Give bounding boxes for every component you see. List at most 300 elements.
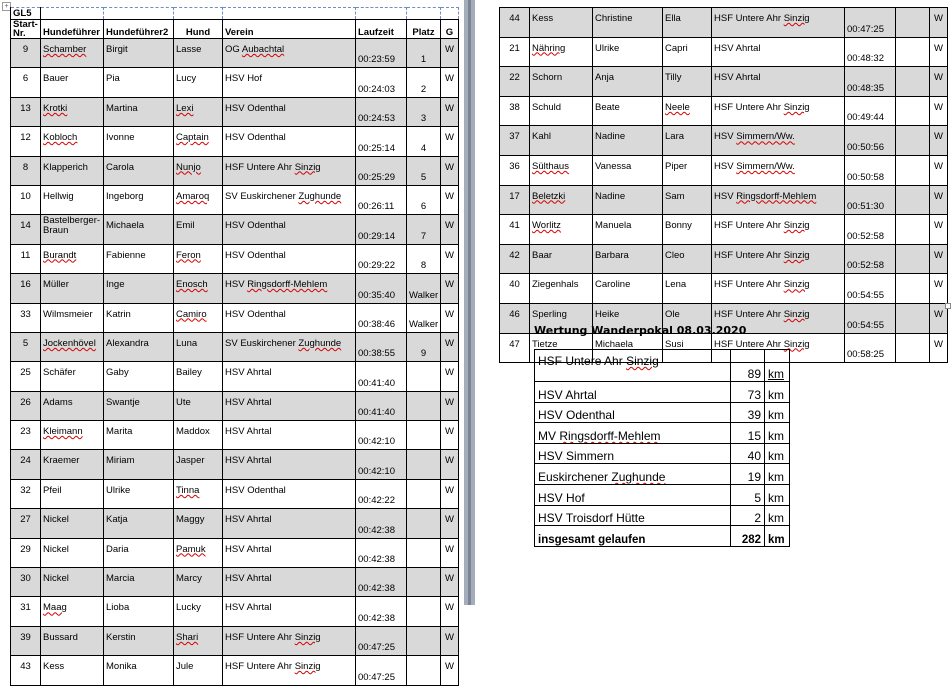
cell-fuehrer2: Marcia bbox=[104, 568, 174, 597]
cell-startnr: 14 bbox=[11, 215, 41, 244]
cell-startnr: 24 bbox=[11, 450, 41, 479]
cell-fuehrer: Sülthaus bbox=[530, 155, 593, 185]
table-row bbox=[11, 97, 459, 126]
cell-fuehrer2: Daria bbox=[104, 538, 174, 567]
pokal-km: 5 bbox=[731, 484, 765, 505]
header-fuehrer: Hundeführer bbox=[41, 20, 104, 39]
cell-g: W bbox=[441, 215, 459, 244]
cell-g: W bbox=[441, 39, 459, 68]
cell-fuehrer2: Swantje bbox=[104, 391, 174, 420]
cell-platz bbox=[896, 96, 930, 126]
cell-laufzeit: 00:49:44 bbox=[845, 96, 896, 126]
cell-laufzeit: 00:23:59 bbox=[356, 39, 407, 68]
cell-laufzeit: 00:54:55 bbox=[845, 303, 896, 333]
cell-platz: 4 bbox=[407, 127, 441, 156]
cell-laufzeit: 00:42:10 bbox=[356, 450, 407, 479]
pokal-row bbox=[535, 443, 790, 464]
cell-startnr: 22 bbox=[500, 67, 530, 97]
cell-hund: Sam bbox=[663, 185, 712, 215]
table-row bbox=[500, 274, 948, 304]
cell-startnr: 37 bbox=[500, 126, 530, 156]
cell-platz bbox=[896, 126, 930, 156]
cell-platz: 6 bbox=[407, 185, 441, 214]
cell-fuehrer: Kraemer bbox=[41, 450, 104, 479]
table-row bbox=[500, 8, 948, 38]
cell-startnr: 8 bbox=[11, 156, 41, 185]
pokal-unit: km bbox=[765, 350, 790, 382]
cell-verein: HSV Odenthal bbox=[223, 97, 356, 126]
cell-laufzeit: 00:42:38 bbox=[356, 538, 407, 567]
cell-fuehrer: Schamber bbox=[41, 39, 104, 68]
cell-startnr: 32 bbox=[11, 479, 41, 508]
table-row bbox=[11, 568, 459, 597]
cell-verein: HSV Ahrtal bbox=[223, 391, 356, 420]
header-fuehrer2: Hundeführer2 bbox=[104, 20, 174, 39]
pokal-km: 40 bbox=[731, 443, 765, 464]
table-row bbox=[11, 362, 459, 391]
cell-verein: HSV Simmern/Ww. bbox=[712, 155, 845, 185]
cell-startnr: 11 bbox=[11, 244, 41, 273]
cell-laufzeit: 00:47:25 bbox=[845, 8, 896, 38]
cell-g: W bbox=[441, 332, 459, 361]
pokal-club: MV Ringsdorff-Mehlem bbox=[535, 423, 731, 444]
cell-g: W bbox=[930, 155, 948, 185]
cell-fuehrer2: Ivonne bbox=[104, 127, 174, 156]
cell-hund: Neele bbox=[663, 96, 712, 126]
cell-g: W bbox=[930, 274, 948, 304]
cell-fuehrer: Schuld bbox=[530, 96, 593, 126]
cell-verein: HSF Untere Ahr Sinzig bbox=[712, 8, 845, 38]
cell-laufzeit: 00:26:11 bbox=[356, 185, 407, 214]
cell-laufzeit: 00:25:29 bbox=[356, 156, 407, 185]
cell-hund: Luna bbox=[174, 332, 223, 361]
pokal-table bbox=[534, 349, 790, 547]
cell-g: W bbox=[441, 538, 459, 567]
cell-laufzeit: 00:29:22 bbox=[356, 244, 407, 273]
cell-fuehrer: Ziegenhals bbox=[530, 274, 593, 304]
cell-fuehrer2: Anja bbox=[593, 67, 663, 97]
results-table-continued bbox=[499, 7, 948, 363]
cell-fuehrer2: Monika bbox=[104, 656, 174, 685]
pokal-km: 19 bbox=[731, 464, 765, 485]
cell-hund: Tilly bbox=[663, 67, 712, 97]
cell-platz bbox=[407, 626, 441, 655]
cell-fuehrer: Nähring bbox=[530, 37, 593, 67]
cell-platz bbox=[896, 274, 930, 304]
table-title: GL5 bbox=[11, 8, 41, 20]
cell-fuehrer: Kahl bbox=[530, 126, 593, 156]
cell-fuehrer: Adams bbox=[41, 391, 104, 420]
results-table bbox=[10, 7, 459, 686]
pokal-club: HSF Untere Ahr Sinzig bbox=[535, 350, 731, 382]
cell-verein: HSV Odenthal bbox=[223, 127, 356, 156]
pokal-unit: km bbox=[765, 382, 790, 403]
cell-fuehrer: Wilmsmeier bbox=[41, 303, 104, 332]
cell-verein: HSF Untere Ahr Sinzig bbox=[223, 626, 356, 655]
cell-laufzeit: 00:42:22 bbox=[356, 479, 407, 508]
cell-platz: 7 bbox=[407, 215, 441, 244]
table-row bbox=[11, 244, 459, 273]
cell-verein: HSV Ringsdorff-Mehlem bbox=[223, 274, 356, 303]
cell-g: W bbox=[441, 244, 459, 273]
page-gutter-edge bbox=[468, 0, 471, 605]
table-row bbox=[500, 155, 948, 185]
cell-startnr: 47 bbox=[500, 333, 530, 363]
cell-fuehrer2: Vanessa bbox=[593, 155, 663, 185]
table-row bbox=[11, 332, 459, 361]
cell-verein: HSV Odenthal bbox=[223, 244, 356, 273]
cell-verein: HSV Ahrtal bbox=[712, 37, 845, 67]
cell-fuehrer2: Heike bbox=[593, 303, 663, 333]
cell-platz bbox=[407, 421, 441, 450]
cell-verein: HSV Ahrtal bbox=[223, 421, 356, 450]
cell-hund: Ute bbox=[174, 391, 223, 420]
cell-hund: Capri bbox=[663, 37, 712, 67]
table-row bbox=[500, 244, 948, 274]
cell-fuehrer2: Alexandra bbox=[104, 332, 174, 361]
cell-fuehrer: Sperling bbox=[530, 303, 593, 333]
table-move-handle-icon[interactable]: + bbox=[2, 2, 11, 11]
table-row bbox=[11, 127, 459, 156]
cell-startnr: 26 bbox=[11, 391, 41, 420]
cell-verein: HSF Untere Ahr Sinzig bbox=[712, 303, 845, 333]
cell-startnr: 40 bbox=[500, 274, 530, 304]
cell-verein: HSV Simmern/Ww. bbox=[712, 126, 845, 156]
cell-fuehrer: Schäfer bbox=[41, 362, 104, 391]
table-row bbox=[500, 67, 948, 97]
cell-g: W bbox=[930, 303, 948, 333]
cell-fuehrer2: Ulrike bbox=[593, 37, 663, 67]
cell-startnr: 38 bbox=[500, 96, 530, 126]
table-row bbox=[500, 37, 948, 67]
pokal-total-km: 282 bbox=[731, 526, 765, 547]
cell-fuehrer: Kobloch bbox=[41, 127, 104, 156]
cell-startnr: 31 bbox=[11, 597, 41, 626]
pokal-club: HSV Simmern bbox=[535, 443, 731, 464]
cell-g: W bbox=[441, 509, 459, 538]
cell-verein: HSF Untere Ahr Sinzig bbox=[223, 156, 356, 185]
cell-fuehrer: Maag bbox=[41, 597, 104, 626]
pokal-km: 89 bbox=[731, 350, 765, 382]
cell-startnr: 29 bbox=[11, 538, 41, 567]
cell-platz bbox=[407, 568, 441, 597]
table-row bbox=[11, 215, 459, 244]
cell-fuehrer2: Martina bbox=[104, 97, 174, 126]
cell-g: W bbox=[930, 215, 948, 245]
table-row bbox=[500, 215, 948, 245]
cell-laufzeit: 00:41:40 bbox=[356, 391, 407, 420]
table-row bbox=[11, 656, 459, 685]
cell-hund: Feron bbox=[174, 244, 223, 273]
cell-startnr: 42 bbox=[500, 244, 530, 274]
cell-hund: Cleo bbox=[663, 244, 712, 274]
cell-laufzeit: 00:52:58 bbox=[845, 215, 896, 245]
cell-laufzeit: 00:42:10 bbox=[356, 421, 407, 450]
cell-hund: Jasper bbox=[174, 450, 223, 479]
cell-laufzeit: 00:24:53 bbox=[356, 97, 407, 126]
cell-hund: Emil bbox=[174, 215, 223, 244]
pokal-row bbox=[535, 350, 790, 382]
cell-fuehrer: Beletzki bbox=[530, 185, 593, 215]
cell-fuehrer: Tietze bbox=[530, 333, 593, 363]
table-resize-handle[interactable] bbox=[945, 303, 951, 309]
cell-verein: HSF Untere Ahr Sinzig bbox=[712, 274, 845, 304]
cell-verein: HSV Ahrtal bbox=[223, 362, 356, 391]
cell-verein: HSV Ahrtal bbox=[223, 538, 356, 567]
cell-verein: HSV Ahrtal bbox=[223, 597, 356, 626]
cell-verein: SV Euskirchener Zughunde bbox=[223, 185, 356, 214]
cell-fuehrer: Nickel bbox=[41, 538, 104, 567]
cell-g: W bbox=[930, 126, 948, 156]
cell-fuehrer2: Katja bbox=[104, 509, 174, 538]
cell-hund: Lena bbox=[663, 274, 712, 304]
pokal-row bbox=[535, 423, 790, 444]
cell-platz bbox=[407, 450, 441, 479]
cell-g: W bbox=[441, 626, 459, 655]
cell-platz bbox=[896, 333, 930, 363]
cell-g: W bbox=[441, 303, 459, 332]
pokal-unit: km bbox=[765, 464, 790, 485]
cell-platz bbox=[896, 215, 930, 245]
cell-hund: Ella bbox=[663, 8, 712, 38]
cell-hund: Tinna bbox=[174, 479, 223, 508]
pokal-km: 2 bbox=[731, 505, 765, 526]
cell-g: W bbox=[930, 185, 948, 215]
cell-platz: 9 bbox=[407, 332, 441, 361]
pokal-title: Wertung Wanderpokal 08.03.2020 bbox=[534, 324, 747, 337]
pokal-total-unit: km bbox=[765, 526, 790, 547]
pokal-unit: km bbox=[765, 484, 790, 505]
cell-platz bbox=[407, 479, 441, 508]
cell-g: W bbox=[930, 67, 948, 97]
table-row bbox=[11, 421, 459, 450]
cell-verein: HSF Untere Ahr Sinzig bbox=[712, 244, 845, 274]
header-laufzeit: Laufzeit bbox=[356, 20, 407, 39]
cell-laufzeit: 00:35:40 bbox=[356, 274, 407, 303]
table-row bbox=[11, 391, 459, 420]
cell-verein: HSF Untere Ahr Sinzig bbox=[712, 215, 845, 245]
cell-g: W bbox=[441, 421, 459, 450]
cell-fuehrer: Klapperich bbox=[41, 156, 104, 185]
cell-hund: Lucky bbox=[174, 597, 223, 626]
cell-platz bbox=[407, 509, 441, 538]
pokal-row bbox=[535, 382, 790, 403]
table-row bbox=[11, 509, 459, 538]
cell-fuehrer: Kess bbox=[530, 8, 593, 38]
cell-startnr: 6 bbox=[11, 68, 41, 97]
cell-g: W bbox=[441, 185, 459, 214]
cell-hund: Maggy bbox=[174, 509, 223, 538]
table-row bbox=[500, 126, 948, 156]
pokal-total-row bbox=[535, 526, 790, 547]
cell-fuehrer: Kleimann bbox=[41, 421, 104, 450]
cell-fuehrer: Bauer bbox=[41, 68, 104, 97]
cell-fuehrer: Jockenhövel bbox=[41, 332, 104, 361]
cell-g: W bbox=[441, 656, 459, 685]
cell-g: W bbox=[441, 479, 459, 508]
cell-hund: Susi bbox=[663, 333, 712, 363]
cell-fuehrer: Krotki bbox=[41, 97, 104, 126]
cell-platz bbox=[896, 303, 930, 333]
cell-g: W bbox=[441, 274, 459, 303]
cell-fuehrer: Bussard bbox=[41, 626, 104, 655]
pokal-unit: km bbox=[765, 505, 790, 526]
cell-hund: Lara bbox=[663, 126, 712, 156]
table-row bbox=[11, 185, 459, 214]
cell-startnr: 9 bbox=[11, 39, 41, 68]
cell-startnr: 5 bbox=[11, 332, 41, 361]
cell-fuehrer2: Nadine bbox=[593, 126, 663, 156]
cell-hund: Camiro bbox=[174, 303, 223, 332]
cell-fuehrer2: Gaby bbox=[104, 362, 174, 391]
cell-platz: Walker bbox=[407, 274, 441, 303]
cell-fuehrer2: Ingeborg bbox=[104, 185, 174, 214]
header-hund: Hund bbox=[174, 20, 223, 39]
cell-startnr: 27 bbox=[11, 509, 41, 538]
cell-verein: HSF Untere Ahr Sinzig bbox=[223, 656, 356, 685]
cell-startnr: 44 bbox=[500, 8, 530, 38]
cell-hund: Ole bbox=[663, 303, 712, 333]
header-verein: Verein bbox=[223, 20, 356, 39]
cell-g: W bbox=[930, 8, 948, 38]
cell-fuehrer: Pfeil bbox=[41, 479, 104, 508]
cell-fuehrer2: Katrin bbox=[104, 303, 174, 332]
cell-startnr: 46 bbox=[500, 303, 530, 333]
cell-laufzeit: 00:47:25 bbox=[356, 656, 407, 685]
table-row bbox=[500, 185, 948, 215]
cell-platz bbox=[407, 656, 441, 685]
pokal-club: HSV Odenthal bbox=[535, 402, 731, 423]
cell-platz bbox=[407, 362, 441, 391]
cell-fuehrer: Hellwig bbox=[41, 185, 104, 214]
document-page-right bbox=[475, 0, 952, 605]
cell-g: W bbox=[441, 97, 459, 126]
cell-platz: 1 bbox=[407, 39, 441, 68]
table-row bbox=[500, 96, 948, 126]
cell-laufzeit: 00:24:03 bbox=[356, 68, 407, 97]
cell-fuehrer: Worlitz bbox=[530, 215, 593, 245]
table-row bbox=[11, 156, 459, 185]
table-row bbox=[11, 39, 459, 68]
cell-g: W bbox=[930, 37, 948, 67]
table-row bbox=[11, 68, 459, 97]
cell-hund: Enosch bbox=[174, 274, 223, 303]
cell-g: W bbox=[441, 450, 459, 479]
cell-fuehrer2: Manuela bbox=[593, 215, 663, 245]
cell-fuehrer2: Ulrike bbox=[104, 479, 174, 508]
pokal-unit: km bbox=[765, 402, 790, 423]
pokal-row bbox=[535, 505, 790, 526]
cell-verein: HSV Ahrtal bbox=[223, 450, 356, 479]
cell-hund: Bonny bbox=[663, 215, 712, 245]
cell-platz bbox=[407, 391, 441, 420]
cell-hund: Bailey bbox=[174, 362, 223, 391]
cell-hund: Lasse bbox=[174, 39, 223, 68]
cell-g: W bbox=[441, 362, 459, 391]
pokal-club: HSV Ahrtal bbox=[535, 382, 731, 403]
cell-fuehrer2: Barbara bbox=[593, 244, 663, 274]
cell-verein: HSV Odenthal bbox=[223, 303, 356, 332]
cell-laufzeit: 00:29:14 bbox=[356, 215, 407, 244]
cell-g: W bbox=[441, 156, 459, 185]
cell-g: W bbox=[441, 127, 459, 156]
pokal-total-label: insgesamt gelaufen bbox=[535, 526, 731, 547]
cell-verein: HSV Odenthal bbox=[223, 215, 356, 244]
cell-fuehrer2: Marita bbox=[104, 421, 174, 450]
cell-fuehrer: Müller bbox=[41, 274, 104, 303]
cell-laufzeit: 00:58:25 bbox=[845, 333, 896, 363]
header-g: G bbox=[441, 20, 459, 39]
cell-fuehrer: Bastelberger-Braun bbox=[41, 215, 104, 244]
cell-platz: 2 bbox=[407, 68, 441, 97]
cell-startnr: 10 bbox=[11, 185, 41, 214]
pokal-club: Euskirchener Zughunde bbox=[535, 464, 731, 485]
table-row bbox=[11, 479, 459, 508]
cell-verein: HSV Ahrtal bbox=[223, 568, 356, 597]
cell-platz bbox=[896, 185, 930, 215]
cell-fuehrer2: Kerstin bbox=[104, 626, 174, 655]
cell-startnr: 23 bbox=[11, 421, 41, 450]
cell-g: W bbox=[930, 244, 948, 274]
cell-verein: HSV Ringsdorff-Mehlem bbox=[712, 185, 845, 215]
cell-fuehrer2: Fabienne bbox=[104, 244, 174, 273]
pokal-club: HSV Hof bbox=[535, 484, 731, 505]
cell-verein: HSF Untere Ahr Sinzig bbox=[712, 96, 845, 126]
table-row bbox=[11, 274, 459, 303]
cell-platz bbox=[407, 597, 441, 626]
table-row bbox=[11, 303, 459, 332]
cell-fuehrer2: Caroline bbox=[593, 274, 663, 304]
pokal-unit: km bbox=[765, 443, 790, 464]
cell-fuehrer: Nickel bbox=[41, 509, 104, 538]
pokal-km: 39 bbox=[731, 402, 765, 423]
cell-g: W bbox=[930, 333, 948, 363]
cell-fuehrer2: Christine bbox=[593, 8, 663, 38]
cell-fuehrer2: Inge bbox=[104, 274, 174, 303]
cell-platz bbox=[896, 244, 930, 274]
cell-fuehrer: Nickel bbox=[41, 568, 104, 597]
cell-startnr: 43 bbox=[11, 656, 41, 685]
cell-laufzeit: 00:42:38 bbox=[356, 509, 407, 538]
cell-g: W bbox=[930, 96, 948, 126]
cell-laufzeit: 00:47:25 bbox=[356, 626, 407, 655]
cell-laufzeit: 00:25:14 bbox=[356, 127, 407, 156]
cell-startnr: 17 bbox=[500, 185, 530, 215]
cell-startnr: 21 bbox=[500, 37, 530, 67]
cell-hund: Lucy bbox=[174, 68, 223, 97]
cell-g: W bbox=[441, 597, 459, 626]
table-row bbox=[11, 597, 459, 626]
cell-laufzeit: 00:50:56 bbox=[845, 126, 896, 156]
cell-g: W bbox=[441, 68, 459, 97]
cell-laufzeit: 00:48:32 bbox=[845, 37, 896, 67]
cell-fuehrer: Schorn bbox=[530, 67, 593, 97]
pokal-km: 73 bbox=[731, 382, 765, 403]
cell-startnr: 25 bbox=[11, 362, 41, 391]
cell-laufzeit: 00:54:55 bbox=[845, 274, 896, 304]
cell-startnr: 39 bbox=[11, 626, 41, 655]
pokal-row bbox=[535, 464, 790, 485]
cell-hund: Maddox bbox=[174, 421, 223, 450]
table-row bbox=[11, 626, 459, 655]
cell-laufzeit: 00:50:58 bbox=[845, 155, 896, 185]
cell-hund: Captain bbox=[174, 127, 223, 156]
cell-fuehrer: Baar bbox=[530, 244, 593, 274]
cell-startnr: 16 bbox=[11, 274, 41, 303]
cell-hund: Piper bbox=[663, 155, 712, 185]
cell-platz bbox=[407, 538, 441, 567]
cell-fuehrer: Burandt bbox=[41, 244, 104, 273]
